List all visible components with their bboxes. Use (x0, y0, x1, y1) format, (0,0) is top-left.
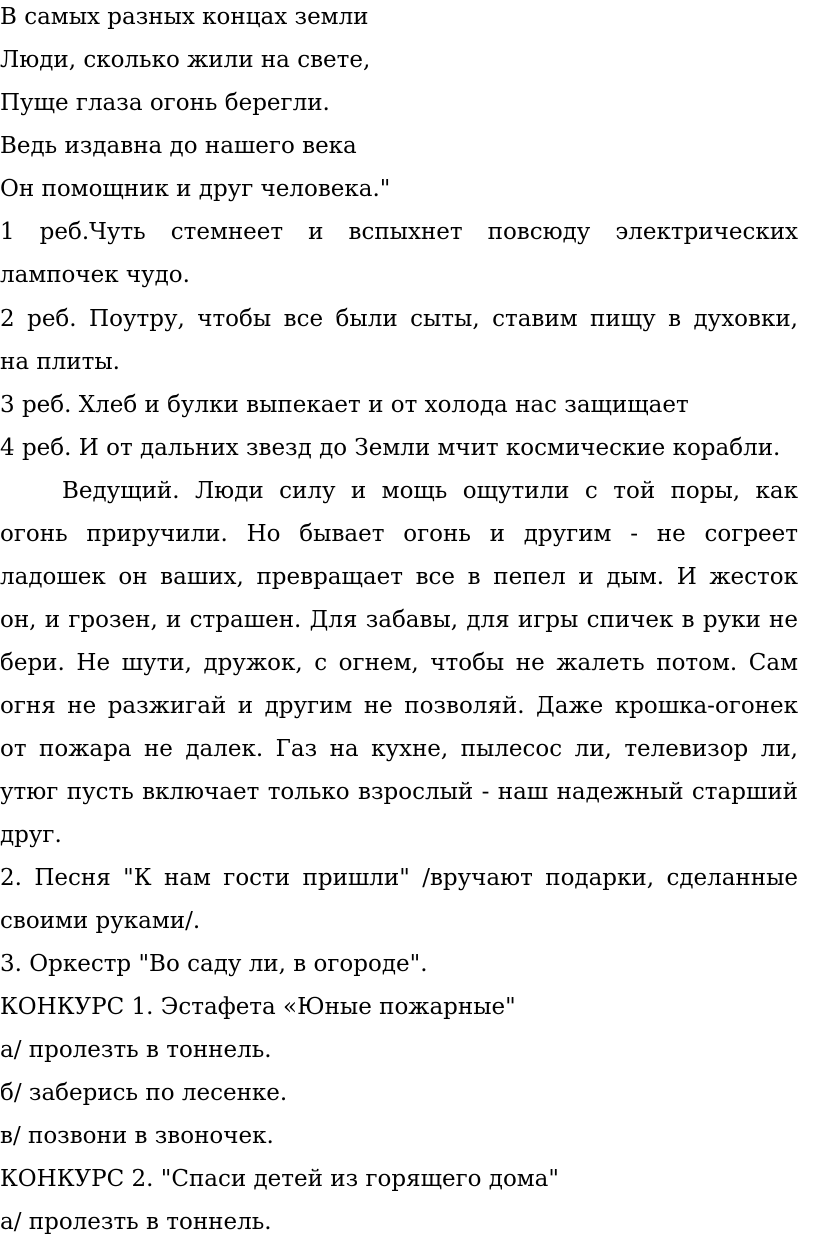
host-paragraph-line: огонь приручили. Но бывает огонь и другим - не согреет (0, 521, 798, 547)
contest-item: а/ пролезть в тоннель. (0, 1209, 272, 1235)
contest-item: б/ заберись по лесенке. (0, 1080, 288, 1106)
poem-line: В самых разных концах земли (0, 4, 369, 30)
song-line: своими руками/. (0, 908, 201, 934)
child-2-line: 2 реб. Поутру, чтобы все были сыты, ставим пищу в духовки, (0, 306, 798, 332)
contest-item: а/ пролезть в тоннель. (0, 1037, 272, 1063)
contest-2-heading: КОНКУРС 2. "Спаси детей из горящего дома" (0, 1166, 559, 1192)
child-3-line: 3 реб. Хлеб и булки выпекает и от холода нас защищает (0, 392, 689, 418)
child-1-line: 1 реб.Чуть стемнеет и вспыхнет повсюду электрических (0, 219, 798, 245)
contest-1-heading: КОНКУРС 1. Эстафета «Юные пожарные" (0, 994, 516, 1020)
orchestra-line: 3. Оркестр "Во саду ли, в огороде". (0, 951, 428, 977)
host-paragraph-line: друг. (0, 822, 62, 848)
host-paragraph-line: огня не разжигай и другим не позволяй. Даже крошка-огонек (0, 693, 798, 719)
poem-line: Люди, сколько жили на свете, (0, 47, 371, 73)
host-paragraph-line: Ведущий. Люди силу и мощь ощутили с той поры, как (62, 478, 798, 504)
host-paragraph-line: от пожара не далек. Газ на кухне, пылесос ли, телевизор ли, (0, 736, 798, 762)
host-paragraph-line: ладошек он ваших, превращает все в пепел и дым. И жесток (0, 564, 798, 590)
poem-line: Он помощник и друг человека." (0, 176, 391, 202)
poem-line: Пуще глаза огонь берегли. (0, 90, 330, 116)
child-4-line: 4 реб. И от дальних звезд до Земли мчит космические корабли. (0, 435, 781, 461)
host-paragraph-line: бери. Не шути, дружок, с огнем, чтобы не жалеть потом. Сам (0, 650, 798, 676)
host-paragraph-line: он, и грозен, и страшен. Для забавы, для игры спичек в руки не (0, 607, 798, 633)
contest-item: в/ позвони в звоночек. (0, 1123, 274, 1149)
host-paragraph-line: утюг пусть включает только взрослый - наш надежный старший (0, 779, 798, 805)
song-line: 2. Песня "К нам гости пришли" /вручают подарки, сделанные (0, 865, 798, 891)
child-1-line: лампочек чудо. (0, 262, 190, 288)
child-2-line: на плиты. (0, 349, 120, 375)
poem-line: Ведь издавна до нашего века (0, 133, 357, 159)
